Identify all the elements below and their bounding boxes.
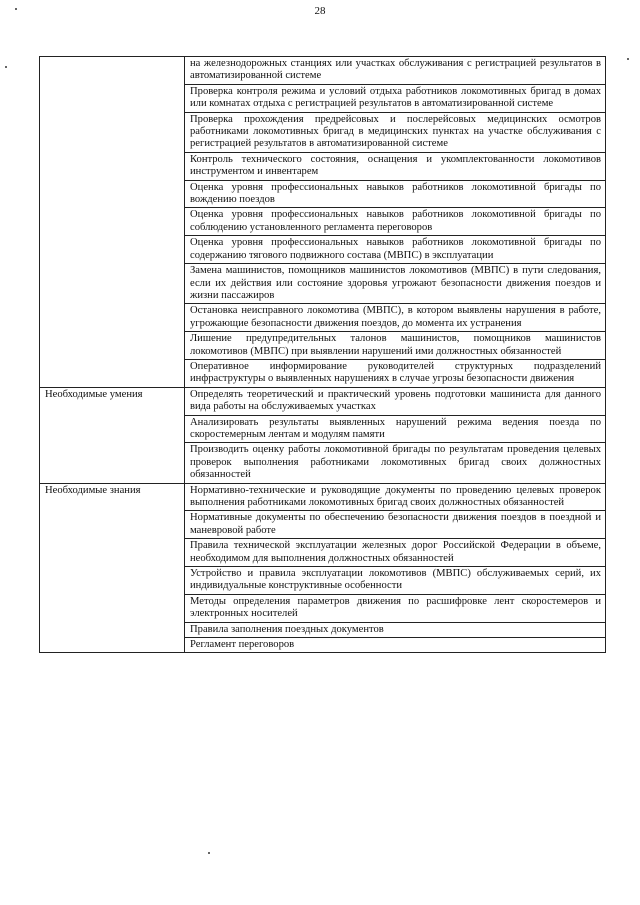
item-cell: Лишение предупредительных талонов машинистов, помощников машинистов локомотивов (МВПС) при выявлении нарушений ими должностных обязанностей bbox=[185, 332, 606, 360]
item-cell: Анализировать результаты выявленных нарушений режима ведения поезда по скоростемерным лентам и модулям памяти bbox=[185, 415, 606, 443]
table-row bbox=[40, 57, 606, 85]
scan-speck bbox=[5, 66, 7, 68]
item-cell: Оперативное информирование руководителей структурных подразделений инфраструктуры о выявленных нарушениях в случае угрозы безопасности движения bbox=[185, 359, 606, 387]
item-cell: Оценка уровня профессиональных навыков работников локомотивной бригады по содержанию тягового подвижного состава (МВПС) в эксплуатации bbox=[185, 236, 606, 264]
table-row bbox=[40, 483, 606, 511]
section-label: Необходимые знания bbox=[40, 483, 185, 653]
item-cell: Производить оценку работы локомотивной бригады по результатам проведения целевых проверок выполнения работниками локомотивных бригад своих должностных обязанностей bbox=[185, 443, 606, 483]
item-cell: Нормативные документы по обеспечению безопасности движения поездов в поездной и маневровой работе bbox=[185, 511, 606, 539]
scan-speck bbox=[208, 852, 210, 854]
item-cell: Определять теоретический и практический уровень подготовки машиниста для данного вида работы на обслуживаемых участках bbox=[185, 387, 606, 415]
item-cell: Нормативно-технические и руководящие документы по проведению целевых проверок выполнения работниками локомотивных бригад своих должностных обязанностей bbox=[185, 483, 606, 511]
item-cell: Правила технической эксплуатации железных дорог Российской Федерации в объеме, необходимом для выполнения должностных обязанностей bbox=[185, 539, 606, 567]
item-cell: Проверка контроля режима и условий отдыха работников локомотивных бригад в домах или комнатах отдыха с регистрацией результатов в автоматизированной системе bbox=[185, 84, 606, 112]
item-cell: Методы определения параметров движения по расшифровке лент скоростемеров и электронных носителей bbox=[185, 594, 606, 622]
scan-speck bbox=[15, 8, 17, 10]
item-cell: Проверка прохождения предрейсовых и послерейсовых медицинских осмотров работниками локомотивных бригад в медицинских пунктах на участке обслуживания с регистрацией результатов в автоматизированной системе bbox=[185, 112, 606, 152]
section-label bbox=[40, 57, 185, 388]
table-row bbox=[40, 387, 606, 415]
item-cell: Оценка уровня профессиональных навыков работников локомотивной бригады по соблюдению установленного регламента переговоров bbox=[185, 208, 606, 236]
section-label: Необходимые умения bbox=[40, 387, 185, 483]
item-cell: Остановка неисправного локомотива (МВПС), в котором выявлены нарушения в работе, угрожающие безопасности движения поездов, до момента их устранения bbox=[185, 304, 606, 332]
item-cell: Контроль технического состояния, оснащения и укомплектованности локомотивов инструментом и инвентарем bbox=[185, 152, 606, 180]
item-cell: Замена машинистов, помощников машинистов локомотивов (МВПС) в пути следования, если их действия или состояние здоровья угрожают безопасности движения поездов и жизни пассажиров bbox=[185, 264, 606, 304]
competency-table bbox=[39, 56, 606, 653]
item-cell: Регламент переговоров bbox=[185, 638, 606, 653]
page-number: 28 bbox=[314, 5, 326, 17]
scan-speck bbox=[627, 58, 629, 60]
item-cell: Оценка уровня профессиональных навыков работников локомотивной бригады по вождению поездов bbox=[185, 180, 606, 208]
item-cell: Правила заполнения поездных документов bbox=[185, 622, 606, 637]
table-body bbox=[40, 57, 606, 653]
item-cell: Устройство и правила эксплуатации локомотивов (МВПС) обслуживаемых серий, их индивидуальные конструктивные особенности bbox=[185, 567, 606, 595]
item-cell: на железнодорожных станциях или участках обслуживания с регистрацией результатов в автоматизированной системе bbox=[185, 57, 606, 85]
